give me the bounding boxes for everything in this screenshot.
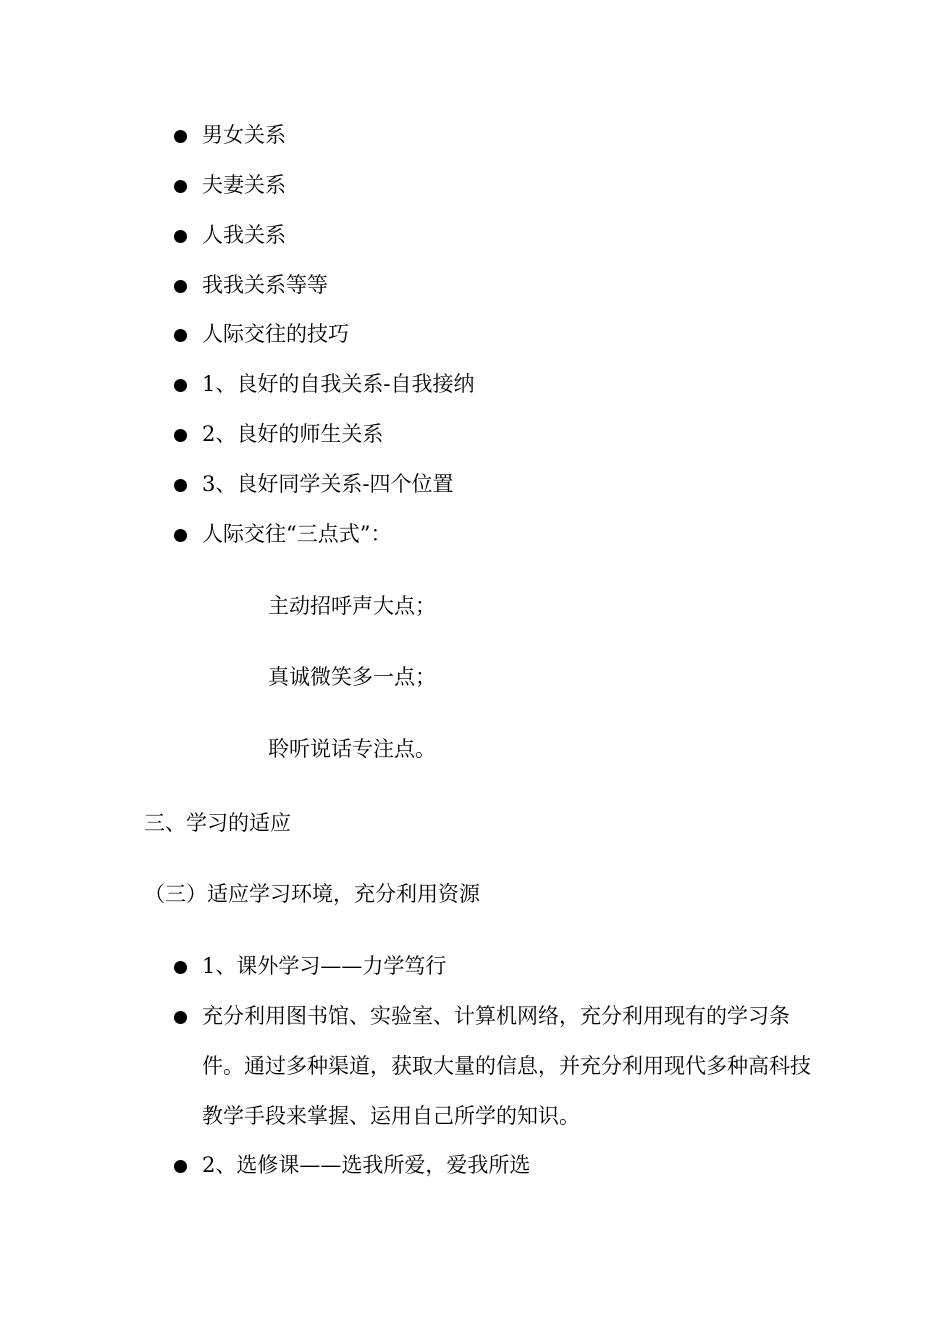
list-item-text: 充分利用图书馆、实验室、计算机网络，充分利用现有的学习条件。通过多种渠道，获取大量的信息，并充分利用现代多种高科技教学手段来掌握、运用自己所学的知识。 — [202, 1004, 811, 1128]
bullet-icon — [174, 230, 187, 243]
bullet-icon — [174, 429, 187, 442]
bullet-icon — [174, 329, 187, 342]
sandianshi-line: 真诚微笑多一点； — [268, 665, 436, 689]
bullet-icon — [174, 1011, 187, 1024]
list-item-text: 我我关系等等 — [202, 273, 328, 297]
subsection-heading: （三）适应学习环境，充分利用资源 — [144, 882, 480, 906]
list-item-text: 男女关系 — [202, 123, 286, 147]
bullet-icon — [174, 961, 187, 974]
list-item-text: 人际交往的技巧 — [202, 322, 349, 346]
list-item-text: 人我关系 — [202, 223, 286, 247]
sandianshi-line: 聆听说话专注点。 — [268, 737, 436, 761]
list-item-text: 人际交往“三点式”： — [202, 522, 392, 546]
list-item-text: 1、良好的自我关系-自我接纳 — [202, 372, 475, 396]
list-item-text: 夫妻关系 — [202, 173, 286, 197]
bullet-icon — [174, 180, 187, 193]
bullet-icon — [174, 529, 187, 542]
bullet-icon — [174, 1160, 187, 1173]
bullet-icon — [174, 280, 187, 293]
list-item-text: 1、课外学习——力学笃行 — [202, 954, 447, 978]
list-item-text: 2、良好的师生关系 — [202, 422, 384, 446]
bullet-icon — [174, 479, 187, 492]
list-item-text: 3、良好同学关系-四个位置 — [202, 472, 454, 496]
section-heading: 三、学习的适应 — [144, 811, 291, 835]
list-item-text: 2、选修课——选我所爱，爱我所选 — [202, 1153, 531, 1177]
sandianshi-line: 主动招呼声大点； — [268, 594, 436, 618]
bullet-icon — [174, 379, 187, 392]
bullet-icon — [174, 130, 187, 143]
